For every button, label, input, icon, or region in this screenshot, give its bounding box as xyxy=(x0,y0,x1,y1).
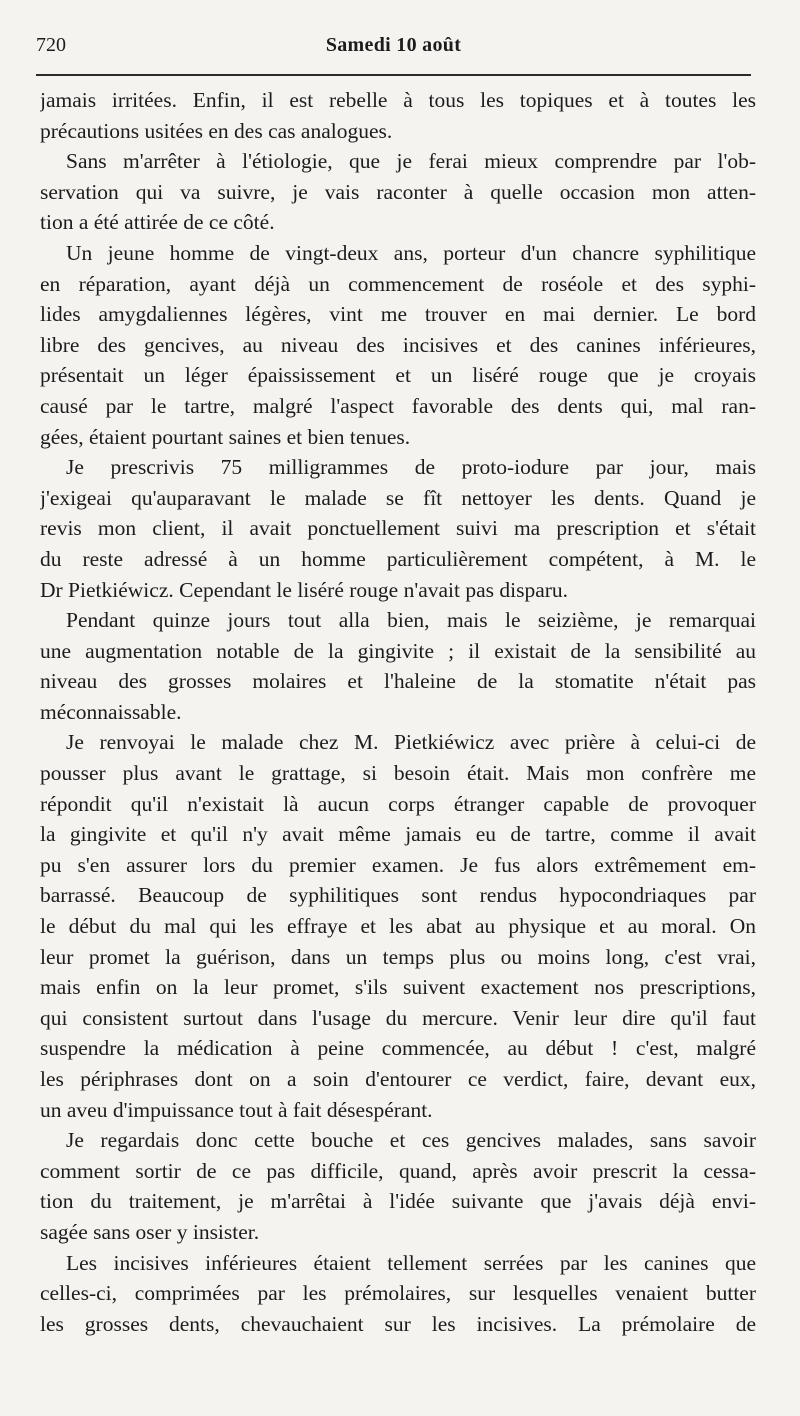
text-line: répondit qu'il n'existait là aucun corps étranger capable de provoquer xyxy=(40,791,756,816)
text-line: tion a été attirée de ce côté. xyxy=(40,210,275,235)
text-line: causé par le tartre, malgré l'aspect favorable des dents qui, mal ran- xyxy=(40,393,756,418)
text-line: servation qui va suivre, je vais raconter à quelle occasion mon atten- xyxy=(40,179,756,204)
header-rule xyxy=(36,74,751,76)
text-line: celles-ci, comprimées par les prémolaires, sur lesquelles venaient butter xyxy=(40,1281,756,1306)
text-line: méconnaissable. xyxy=(40,699,182,724)
text-line: qui consistent surtout dans l'usage du mercure. Venir leur dire qu'il faut xyxy=(40,1005,756,1030)
text-line: Pendant quinze jours tout alla bien, mais le seizième, je remarquai xyxy=(66,608,756,633)
text-line: lides amygdaliennes légères, vint me trouver en mai dernier. Le bord xyxy=(40,302,756,327)
text-line: mais enfin on la leur promet, s'ils suivent exactement nos prescriptions, xyxy=(40,975,756,1000)
text-line: en réparation, ayant déjà un commencement de roséole et des syphi- xyxy=(40,271,756,296)
text-line: présentait un léger épaississement et un liséré rouge que je croyais xyxy=(40,363,756,388)
body-text xyxy=(40,85,756,1339)
running-title: Samedi 10 août xyxy=(325,34,462,56)
text-line: pousser plus avant le grattage, si besoin était. Mais mon confrère me xyxy=(40,761,756,786)
text-line: tion du traitement, je m'arrêtai à l'idée suivante que j'avais déjà envi- xyxy=(40,1189,756,1214)
text-line: Je prescrivis 75 milligrammes de proto-iodure par jour, mais xyxy=(66,455,756,480)
text-line: la gingivite et qu'il n'y avait même jamais eu de tartre, comme il avait xyxy=(40,822,756,847)
text-line: un aveu d'impuissance tout à fait désespérant. xyxy=(40,1097,433,1122)
page-number: 720 xyxy=(36,34,66,56)
text-line: gées, étaient pourtant saines et bien tenues. xyxy=(40,424,411,449)
text-line: Sans m'arrêter à l'étiologie, que je ferai mieux comprendre par l'ob- xyxy=(66,149,756,174)
text-line: une augmentation notable de la gingivite ; il existait de la sensibilité au xyxy=(40,638,756,663)
text-line: précautions usitées en des cas analogues. xyxy=(40,118,393,143)
text-line: suspendre la médication à peine commencée, au début ! c'est, malgré xyxy=(40,1036,756,1061)
text-line: Un jeune homme de vingt-deux ans, porteur d'un chancre syphilitique xyxy=(66,240,756,265)
text-line: jamais irritées. Enfin, il est rebelle à tous les topiques et à toutes les xyxy=(40,88,756,112)
text-line: pu s'en assurer lors du premier examen. Je fus alors extrêmement em- xyxy=(40,852,756,877)
text-line: leur promet la guérison, dans un temps plus ou moins long, c'est vrai, xyxy=(40,944,756,969)
text-line: Je regardais donc cette bouche et ces gencives malades, sans savoir xyxy=(66,1128,756,1153)
text-line: barrassé. Beaucoup de syphilitiques sont rendus hypocondriaques par xyxy=(40,883,756,908)
text-line: comment sortir de ce pas difficile, quand, après avoir prescrit la cessa- xyxy=(40,1158,756,1183)
text-line: Les incisives inférieures étaient tellement serrées par les canines que xyxy=(66,1250,756,1275)
text-line: du reste adressé à un homme particulièrement compétent, à M. le xyxy=(40,546,756,571)
text-line: sagée sans oser y insister. xyxy=(40,1219,260,1244)
text-line: les périphrases dont on a soin d'entourer ce verdict, faire, devant eux, xyxy=(40,1067,756,1091)
page-header xyxy=(36,30,751,64)
text-line: revis mon client, il avait ponctuellement suivi ma prescription et s'était xyxy=(40,516,756,541)
text-line: Je renvoyai le malade chez M. Pietkiéwicz avec prière à celui-ci de xyxy=(66,730,756,755)
text-line: libre des gencives, au niveau des incisives et des canines inférieures, xyxy=(40,332,756,357)
text-line: les grosses dents, chevauchaient sur les incisives. La prémolaire de xyxy=(40,1311,756,1336)
text-line: Dr Pietkiéwicz. Cependant le liséré rouge n'avait pas disparu. xyxy=(40,577,569,602)
text-line: niveau des grosses molaires et l'haleine de la stomatite n'était pas xyxy=(40,669,756,694)
text-line: j'exigeai qu'auparavant le malade se fît nettoyer les dents. Quand je xyxy=(40,485,756,510)
text-line: le début du mal qui les effraye et les abat au physique et au moral. On xyxy=(40,914,756,939)
